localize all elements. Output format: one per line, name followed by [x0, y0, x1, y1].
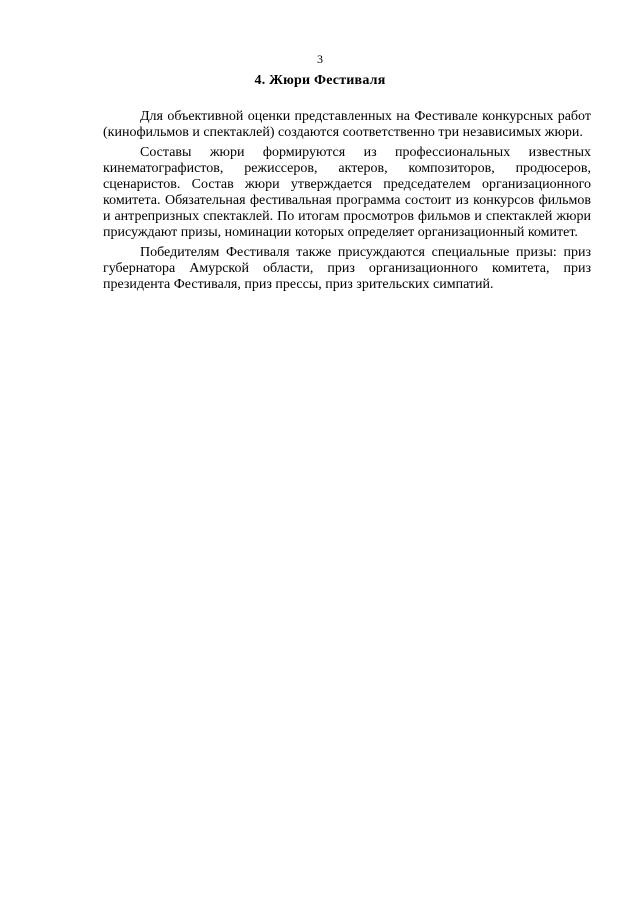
paragraph-special-prizes: Победителям Фестиваля также присуждаются специальные призы: приз губернатора Амурской области, приз организационного комитета, приз президента Фестиваля, приз прессы, приз зрительских симпатий. [103, 245, 591, 292]
section-title: 4. Жюри Фестиваля [254, 73, 386, 88]
page-number: 3 [317, 52, 323, 66]
paragraph-jury-composition: Составы жюри формируются из профессиональных известных кинематографистов, режиссеров, актеров, композиторов, продюсеров, сценаристов. Состав жюри утверждается председателем организационного комитета. Обязательная фестивальная программа состоит из конкурсов фильмов и антрепризных спектаклей. По итогам просмотров фильмов и спектаклей жюри присуждают призы, номинации которых определяет организационный комитет. [103, 145, 591, 240]
section-body [103, 109, 591, 297]
paragraph-jury-purpose: Для объективной оценки представленных на Фестивале конкурсных работ (кинофильмов и спектаклей) создаются соответственно три независимых жюри. [103, 109, 591, 140]
